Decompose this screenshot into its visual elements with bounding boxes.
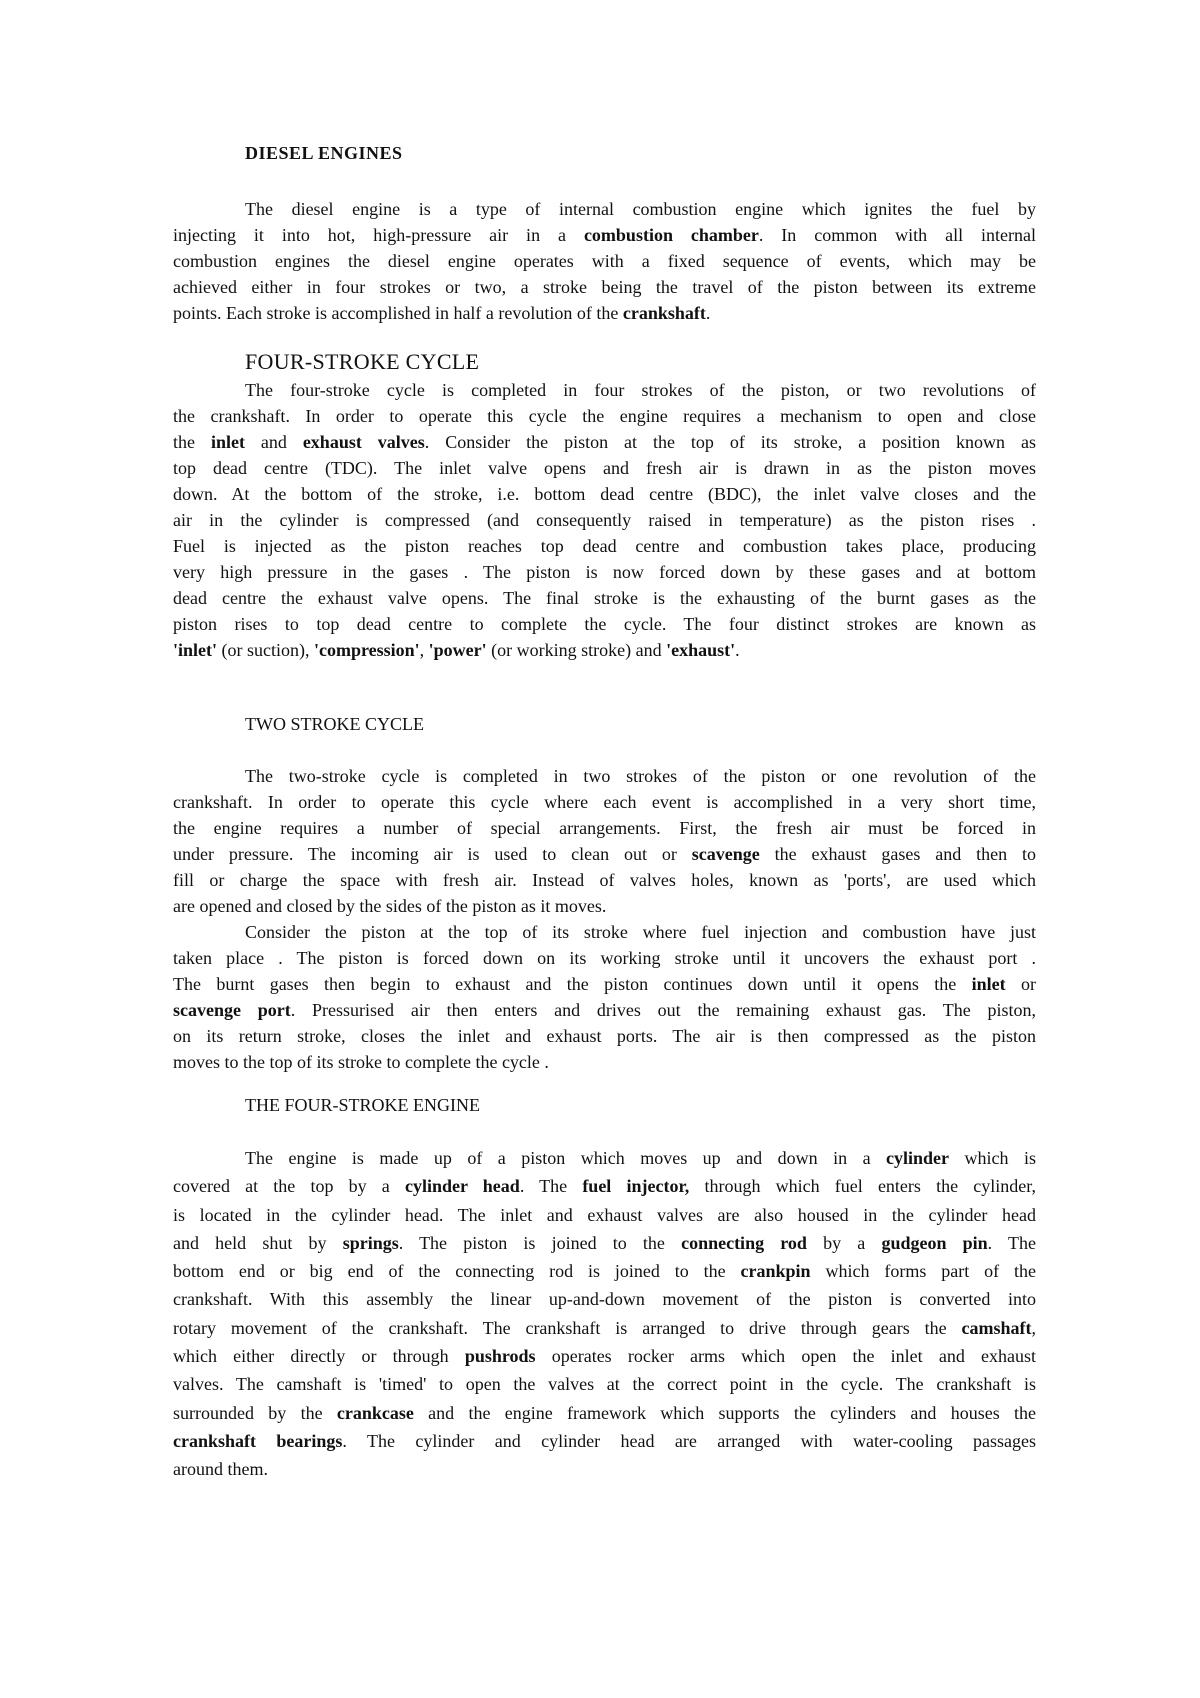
paragraph-two-stroke-cycle bbox=[173, 763, 1036, 919]
heading-diesel-engines: DIESEL ENGINES bbox=[245, 143, 403, 163]
paragraph-line: bottom end or big end of the connecting rod is joined to the crankpin which forms part of the bbox=[173, 1261, 1037, 1282]
paragraph-line: rotary movement of the crankshaft. The crankshaft is arranged to drive through gears the camshaft, bbox=[173, 1317, 1036, 1338]
paragraph-line: 'inlet' (or suction), 'compression', 'power' (or working stroke) and 'exhaust'. bbox=[173, 640, 740, 660]
paragraph-line: surrounded by the crankcase and the engine framework which supports the cylinders and houses the bbox=[173, 1402, 1036, 1423]
paragraph-line: piston rises to top dead centre to complete the cycle. The four distinct strokes are known as bbox=[173, 614, 1036, 634]
paragraph-line: Fuel is injected as the piston reaches top dead centre and combustion takes place, producing bbox=[173, 536, 1036, 556]
paragraph-line: The two-stroke cycle is completed in two strokes of the piston or one revolution of the bbox=[245, 766, 1036, 786]
heading-four-stroke-cycle: FOUR-STROKE CYCLE bbox=[245, 349, 480, 374]
paragraph-line: around them. bbox=[173, 1459, 268, 1480]
heading-four-stroke-engine: THE FOUR-STROKE ENGINE bbox=[245, 1095, 480, 1115]
paragraph-line: the inlet and exhaust valves. Consider the piston at the top of its stroke, a position known as bbox=[173, 432, 1036, 452]
paragraph-line: which either directly or through pushrods operates rocker arms which open the inlet and exhaust bbox=[173, 1346, 1037, 1367]
paragraph-line: top dead centre (TDC). The inlet valve opens and fresh air is drawn in as the piston moves bbox=[173, 458, 1036, 478]
paragraph-line: crankshaft. With this assembly the linear up-and-down movement of the piston is converted into bbox=[173, 1289, 1036, 1310]
paragraph-line: Consider the piston at the top of its stroke where fuel injection and combustion have just bbox=[245, 922, 1036, 942]
paragraph-line: valves. The camshaft is 'timed' to open the valves at the correct point in the cycle. The crankshaft is bbox=[173, 1374, 1036, 1395]
paragraph-line: achieved either in four strokes or two, a stroke being the travel of the piston between its extreme bbox=[173, 277, 1036, 297]
paragraph-line: very high pressure in the gases . The piston is now forced down by these gases and at bottom bbox=[173, 562, 1036, 582]
paragraph-four-stroke-cycle bbox=[173, 377, 1036, 663]
paragraph-line: The diesel engine is a type of internal combustion engine which ignites the fuel by bbox=[245, 199, 1036, 219]
paragraph-line: air in the cylinder is compressed (and consequently raised in temperature) as the piston rises . bbox=[173, 510, 1036, 530]
paragraph-line: points. Each stroke is accomplished in half a revolution of the crankshaft. bbox=[173, 303, 711, 323]
paragraph-line: the engine requires a number of special arrangements. First, the fresh air must be forced in bbox=[173, 818, 1036, 838]
paragraph-line: The burnt gases then begin to exhaust and the piston continues down until it opens the inlet or bbox=[173, 974, 1036, 994]
paragraph-four-stroke-engine bbox=[173, 1144, 1036, 1484]
paragraph-line: and held shut by springs. The piston is joined to the connecting rod by a gudgeon pin. The bbox=[173, 1232, 1036, 1253]
heading-two-stroke-cycle: TWO STROKE CYCLE bbox=[245, 714, 424, 734]
paragraph-line: on its return stroke, closes the inlet and exhaust ports. The air is then compressed as the piston bbox=[173, 1026, 1036, 1046]
paragraph-line: down. At the bottom of the stroke, i.e. bottom dead centre (BDC), the inlet valve closes and the bbox=[173, 484, 1036, 504]
paragraph-line: the crankshaft. In order to operate this cycle the engine requires a mechanism to open and close bbox=[173, 406, 1036, 426]
paragraph-line: scavenge port. Pressurised air then enters and drives out the remaining exhaust gas. The piston, bbox=[173, 1000, 1036, 1020]
paragraph-intro bbox=[173, 196, 1036, 326]
paragraph-line: are opened and closed by the sides of the piston as it moves. bbox=[173, 896, 607, 916]
paragraph-line: crankshaft. In order to operate this cycle where each event is accomplished in a very short time, bbox=[173, 792, 1036, 812]
paragraph-line: crankshaft bearings. The cylinder and cylinder head are arranged with water-cooling passages bbox=[173, 1430, 1036, 1451]
paragraph-line: The engine is made up of a piston which moves up and down in a cylinder which is bbox=[245, 1148, 1036, 1168]
paragraph-line: taken place . The piston is forced down on its working stroke until it uncovers the exhaust port . bbox=[173, 948, 1036, 968]
paragraph-line: combustion engines the diesel engine operates with a fixed sequence of events, which may be bbox=[173, 251, 1036, 271]
paragraph-line: covered at the top by a cylinder head. The fuel injector, through which fuel enters the cylinder, bbox=[173, 1176, 1036, 1197]
paragraph-line: The four-stroke cycle is completed in four strokes of the piston, or two revolutions of bbox=[245, 380, 1036, 400]
paragraph-two-stroke-operation bbox=[173, 919, 1036, 1075]
paragraph-line: injecting it into hot, high-pressure air in a combustion chamber. In common with all internal bbox=[173, 225, 1037, 245]
paragraph-line: fill or charge the space with fresh air. Instead of valves holes, known as 'ports', are used which bbox=[173, 870, 1036, 890]
paragraph-line: dead centre the exhaust valve opens. The final stroke is the exhausting of the burnt gases as the bbox=[173, 588, 1036, 608]
paragraph-line: under pressure. The incoming air is used to clean out or scavenge the exhaust gases and then to bbox=[173, 844, 1037, 864]
paragraph-line: is located in the cylinder head. The inlet and exhaust valves are also housed in the cylinder head bbox=[173, 1204, 1036, 1225]
paragraph-line: moves to the top of its stroke to complete the cycle . bbox=[173, 1052, 549, 1072]
